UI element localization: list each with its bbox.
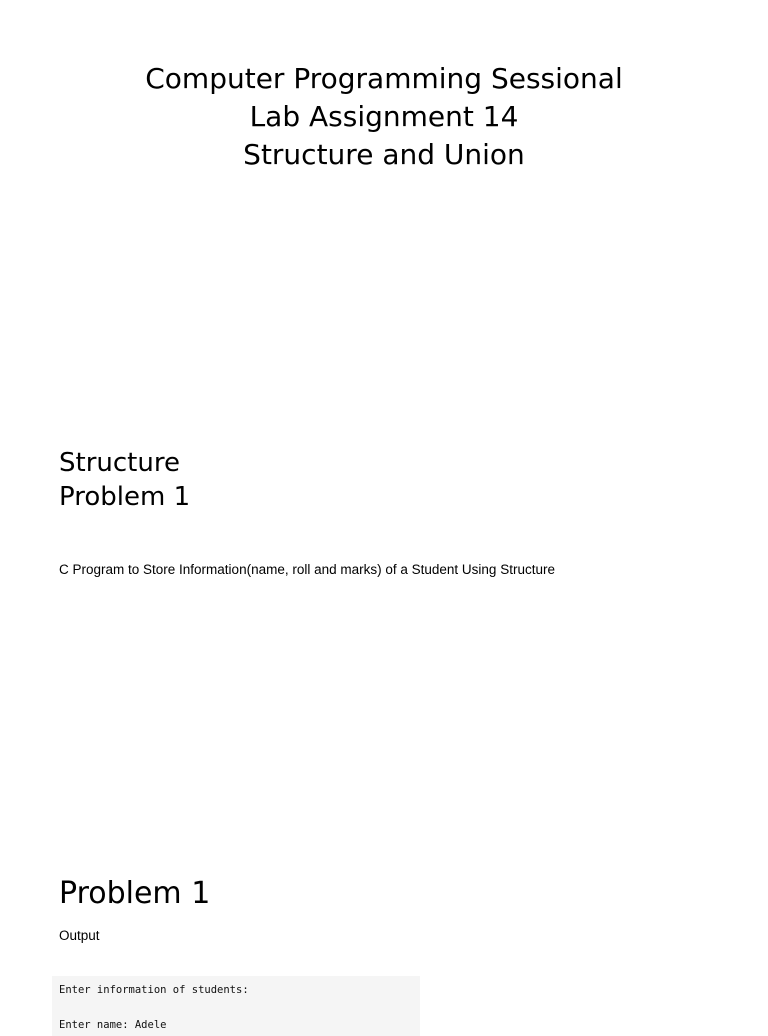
output-label: Output (59, 928, 100, 943)
section-heading-problem: Problem 1 (59, 482, 191, 512)
title-assignment: Lab Assignment 14 (249, 100, 519, 133)
section-heading-structure: Structure (59, 448, 180, 478)
title-course: Computer Programming Sessional (145, 62, 623, 95)
section-heading (59, 446, 190, 514)
title-topic: Structure and Union (243, 138, 525, 171)
output-code-block (52, 976, 420, 1036)
code-line: Enter information of students: (59, 984, 249, 996)
code-line: Enter name: Adele (59, 1019, 167, 1031)
document-title (0, 60, 768, 174)
output-problem-heading: Problem 1 (59, 876, 211, 911)
problem-description: C Program to Store Information(name, roll and marks) of a Student Using Structure (59, 562, 555, 577)
